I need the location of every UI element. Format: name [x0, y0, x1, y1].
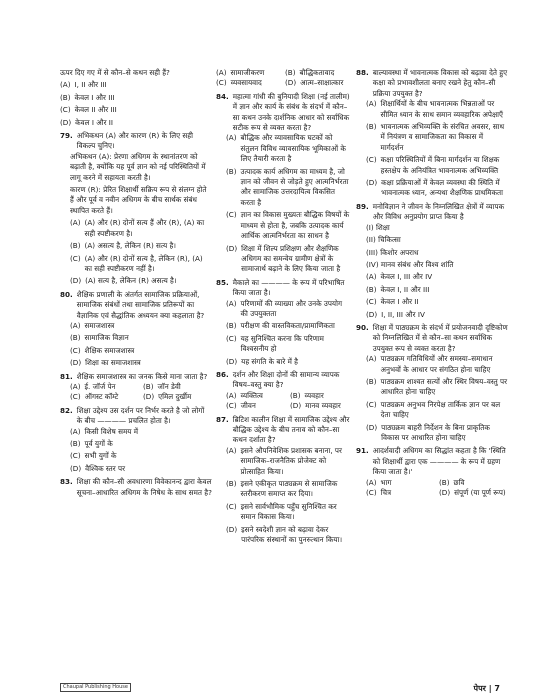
option[interactable]: (B) पाठ्यक्रम शाश्वत सत्यों और स्थिर विषय–वस्तु पर आधारित होना चाहिए: [366, 376, 508, 397]
option[interactable]: (C) सभी युगों के: [70, 451, 117, 461]
question-number: 90.: [356, 322, 369, 332]
option[interactable]: (A) I, II और III: [60, 80, 107, 90]
question-number: 82.: [60, 405, 73, 415]
option[interactable]: (C) जीवन: [226, 401, 256, 411]
option[interactable]: (D) एमिल दुर्खीम: [143, 392, 192, 402]
question-number: 79.: [60, 131, 73, 141]
question-81: [60, 372, 212, 403]
option[interactable]: (A) भाग: [366, 477, 392, 487]
question-text: शैक्षिक प्रणाली के अंतर्गत सामाजिक प्रक्रियाओं, सामाजिक संबंधों तथा सामाजिक प्रतिरूपों का वैज्ञानिक एवं सैद्धांतिक अध्ययन क्या कहलाता है?: [76, 289, 205, 320]
option[interactable]: (D) I, II, III और IV: [366, 309, 425, 319]
assertion-text: अभिकथन (A): प्रेरणा अधिगम के स्थानांतरण को बढ़ाती है, क्योंकि यह पूर्व ज्ञान को नई परिस्थितियों में लागू करने में सहायता करती है।: [70, 151, 206, 182]
question-text: शैक्षिक समाजशास्त्र का जनक किसे माना जाता है?: [76, 371, 208, 381]
question-number: 87.: [216, 414, 229, 424]
option[interactable]: (D) केवल I और II: [60, 117, 114, 127]
column-left: [60, 68, 212, 501]
question-text: शिक्षा उद्देश्य उस दर्शन पर निर्भर करते है जो लोगों के बीच ———— प्रचलित होता है।: [76, 405, 205, 426]
question-87: [216, 415, 350, 546]
option[interactable]: (D) इसने स्वदेशी ज्ञान को बढ़ावा देकर पारंपरिक संस्थानों का पुनरुत्थान किया।: [226, 524, 343, 545]
question-text: आदर्शवादी अधिगम का सिद्धांत कहता है कि 'स्थिति को शिक्षार्थी द्वारा एक ———— के रूप में ग्रहण किया जाता है।': [372, 446, 506, 477]
option[interactable]: (C) इसने सार्वभौमिक पहुँच सुनिश्चित कर समान विकास किया।: [226, 501, 337, 522]
question-text: ऊपर दिए गए में से कौन–से कथन सही हैं?: [60, 68, 170, 77]
option[interactable]: (A) इसने औपनिवेशिक प्रशासक बनाना, पर सामाजिक–राजनैतिक प्रोजेक्ट को प्रोत्साहित किया।: [226, 445, 342, 476]
question-91: [356, 446, 508, 498]
option[interactable]: (C) कक्षा परिस्थितियों में बिना मार्गदर्शन या शिक्षक हस्तक्षेप के अनियंत्रित भावनात्मक अभिव्यक्ति: [366, 155, 500, 175]
question-86: [216, 370, 350, 412]
question-text: मैकाले का ———— के रूप में परिभाषित किया जाता है।: [232, 277, 345, 298]
option[interactable]: (B) बौद्धिकतावाद: [285, 68, 335, 77]
option[interactable]: (A) किसी विशेष समय में: [70, 426, 139, 436]
option[interactable]: (D) कक्षा प्रक्रियाओं में केवल व्यवस्था की स्थिति में भावनात्मक ध्यान, अन्यथा शैक्षणिक प्राथमिकता: [366, 178, 503, 198]
option[interactable]: (C) केवल II और III: [60, 105, 117, 115]
option[interactable]: (C) शैक्षिक समाजशास्त्र: [70, 345, 135, 355]
option[interactable]: (B) उत्पादक कार्य अधिगम का माध्यम है, जो ज्ञान को जीवन से जोड़ते हुए आत्मनिर्भरता और सामाजिक उत्तरदायित्व विकसित करता है: [226, 166, 349, 207]
option[interactable]: (A) ई. जॉर्ज पेन: [70, 381, 116, 391]
list-item: (IV) मानव संबंध और विश्व शांति: [366, 259, 454, 269]
reason-text: कारण (R): प्रेरित शिक्षार्थी सक्रिय रूप से संलग्न होते हैं और पूर्व व नवीन अधिगम के बीच सार्थक संबंध स्थापित करते हैं।: [70, 185, 207, 215]
option[interactable]: (D) आत्म–साक्षात्कार: [285, 78, 344, 88]
question-89: [356, 202, 508, 320]
question-79: [60, 131, 212, 287]
list-item: (III) किशोर अपराध: [366, 247, 419, 257]
option[interactable]: (D) यह संगति के बारे में है: [226, 356, 298, 366]
page-number: पेपर | 7: [473, 684, 500, 693]
option[interactable]: (D) (A) सत्य है, लेकिन (R) असत्य है।: [70, 276, 177, 286]
option[interactable]: (B) छवि: [439, 477, 465, 487]
question-number: 85.: [216, 277, 229, 287]
question-84: [216, 92, 350, 275]
question-90: [356, 323, 508, 443]
page-footer: [50, 683, 514, 695]
option[interactable]: (B) परीक्षण की वास्तविकता/प्रामाणिकता: [226, 321, 335, 331]
question-83-options: [216, 68, 350, 89]
list-item: (II) चिकित्सा: [366, 235, 401, 245]
column-middle: [216, 68, 350, 548]
question-number: 83.: [60, 477, 73, 487]
option[interactable]: (A) केवल I, III और IV: [366, 272, 433, 282]
question-number: 84.: [216, 91, 229, 101]
question-text: मनोविज्ञान ने जीवन के निम्नलिखित क्षेत्रों में व्यापक और विविध अनुप्रयोग प्राप्त किया है: [372, 201, 505, 222]
option[interactable]: (D) शिक्षा का समाजशास्त्र: [70, 358, 141, 368]
option[interactable]: (A) पाठ्यक्रम गतिविधियों और समस्या–समाधान अनुभवों के आधार पर संगठित होना चाहिए: [366, 354, 493, 374]
question-78: [60, 68, 212, 128]
option[interactable]: (B) सामाजिक विज्ञान: [70, 333, 129, 343]
question-83: [60, 477, 212, 498]
question-number: 86.: [216, 369, 229, 379]
option[interactable]: (B) इसने एकीकृत पाठ्यक्रम से सामाजिक स्तरीकरण समाप्त कर दिया।: [226, 479, 338, 499]
option[interactable]: (B) केवल I और III: [60, 92, 115, 102]
option[interactable]: (B) केवल I, II और III: [366, 284, 430, 294]
column-right: [356, 68, 508, 501]
question-number: 80.: [60, 289, 73, 299]
option[interactable]: (D) शिक्षा में शिल्प प्रशिक्षण और शैक्षणिक अधिगम का समन्वेय ग्रामीण क्षेत्रों के सामाजार्थ बढ़ाने के लिए किया जाता है: [226, 243, 341, 274]
option[interactable]: (A) व्यक्तित्व: [226, 390, 263, 400]
option[interactable]: (D) संपूर्ण (या पूर्ण रूप): [439, 488, 506, 498]
option[interactable]: (D) मानव व्यवहार: [290, 401, 341, 411]
option[interactable]: (B) जॉन डेवी: [143, 381, 181, 391]
option[interactable]: (B) व्यवहार: [290, 390, 324, 400]
question-number: 81.: [60, 371, 73, 381]
question-number: 89.: [356, 201, 369, 211]
question-text: अभिकथन (A) और कारण (R) के लिए सही विकल्प चुनिए।: [76, 131, 193, 151]
option[interactable]: (C) ऑगस्ट कॉम्टे: [70, 392, 119, 402]
question-80: [60, 290, 212, 369]
option[interactable]: (C) ज्ञान का विकास मुख्यतः बौद्धिक विषयों के माध्यम से होता है, जबकि उत्पादक कार्य आर्थिक आत्मनिर्भरता का साधन है: [226, 210, 350, 241]
option[interactable]: (A) समाजशास्त्र: [70, 320, 115, 330]
option[interactable]: (C) यह सुनिश्चित करना कि परिणाम विश्वसनीय हो: [226, 333, 324, 354]
question-number: 88.: [356, 68, 369, 77]
option[interactable]: (A) परिणामों की व्याख्या और उनके उपयोग की उपयुक्तता: [226, 298, 343, 318]
option[interactable]: (B) पूर्व युगों के: [70, 439, 113, 448]
option[interactable]: (A) शिक्षार्थियों के बीच भावनात्मक भिन्नताओं पर सीमित ध्यान के साथ समान व्यवहारिक अपेक्षाएँ: [366, 99, 503, 119]
option[interactable]: (C) चित्र: [366, 488, 392, 498]
question-text: महात्मा गांधी की बुनियादी शिक्षा (नई तालीम) में ज्ञान और कार्य के संबंध के संदर्भ में कौन–सा कथन उनके दार्शनिक आधार को सर्वाधिक सटीक रूप से व्यक्त करता है?: [232, 91, 350, 133]
option[interactable]: (A) सामाजीकरण: [216, 68, 265, 77]
option[interactable]: (C) (A) और (R) दोनों सत्य है, लेकिन (R), (A) का सही स्पष्टीकरण नहीं है।: [70, 253, 203, 273]
option[interactable]: (D) पाठ्यक्रम बाहरी निर्देशन के बिना प्राकृतिक विकास पर आधारित होना चाहिए: [366, 422, 490, 442]
question-text: शिक्षा की कौन–सी अवधारणा विवेकानन्द द्वारा केवल सूचना–आधारित अधिगम के निषेध के साथ समत है?: [76, 477, 212, 497]
option[interactable]: (C) व्यवसायवाद: [216, 78, 262, 88]
option[interactable]: (D) वैश्विक स्तर पर: [70, 463, 126, 473]
option[interactable]: (A) बौद्धिक और व्यावसायिक घटकों को संतुलन विविध व्यावसायिक भूमिकाओं के लिए तैयारी करता है: [226, 133, 346, 164]
question-text: बाल्यावस्था में भावनात्मक विकास को बढ़ावा देते हुए कक्षा को प्रभावशीलता बनाए रखने हेतु कौन–सी प्रक्रिया उपयुक्त है?: [372, 68, 508, 98]
option[interactable]: (B) (A) असत्य है, लेकिन (R) सत्य है।: [70, 241, 176, 251]
list-item: (I) शिक्षा: [366, 222, 390, 232]
question-number: 91.: [356, 446, 369, 456]
option[interactable]: (C) पाठ्यक्रम अनुभव निरपेक्ष तार्किक ज्ञान पर बल देता चाहिए: [366, 399, 501, 420]
question-88: [356, 68, 508, 199]
option[interactable]: (C) केवल I और II: [366, 297, 419, 307]
publisher-logo: Chaupal Publishing House: [60, 683, 131, 692]
option[interactable]: (B) भावनात्मक अभिव्यक्ति के संरचित अवसर, साथ में नियंत्रण व सामाजिकता का विकास में मार्गदर्शन: [366, 122, 505, 152]
question-82: [60, 406, 212, 474]
question-85: [216, 278, 350, 367]
question-text: शिक्षा में पाठ्यक्रम के संदर्भ में प्रयोजनवादी दृष्टिकोण को निम्नलिखित में से कौन–सा कथन सर्वाधिक उपयुक्त रूप से व्यक्त करता है?: [372, 322, 508, 353]
option[interactable]: (A) (A) और (R) दोनों सत्य हैं और (R), (A) का सही स्पष्टीकरण है।: [70, 218, 205, 238]
question-text: दर्शन और शिक्षा दोनों की सामान्य व्यापक विषय–वस्तु क्या है?: [232, 369, 340, 390]
question-text: ब्रिटिश कालीन शिक्षा में सामाजिक उद्देश्य और बौद्धिक उद्देश्य के बीच तनाव को कौन–सा कथन दर्शाता है?: [232, 414, 350, 445]
